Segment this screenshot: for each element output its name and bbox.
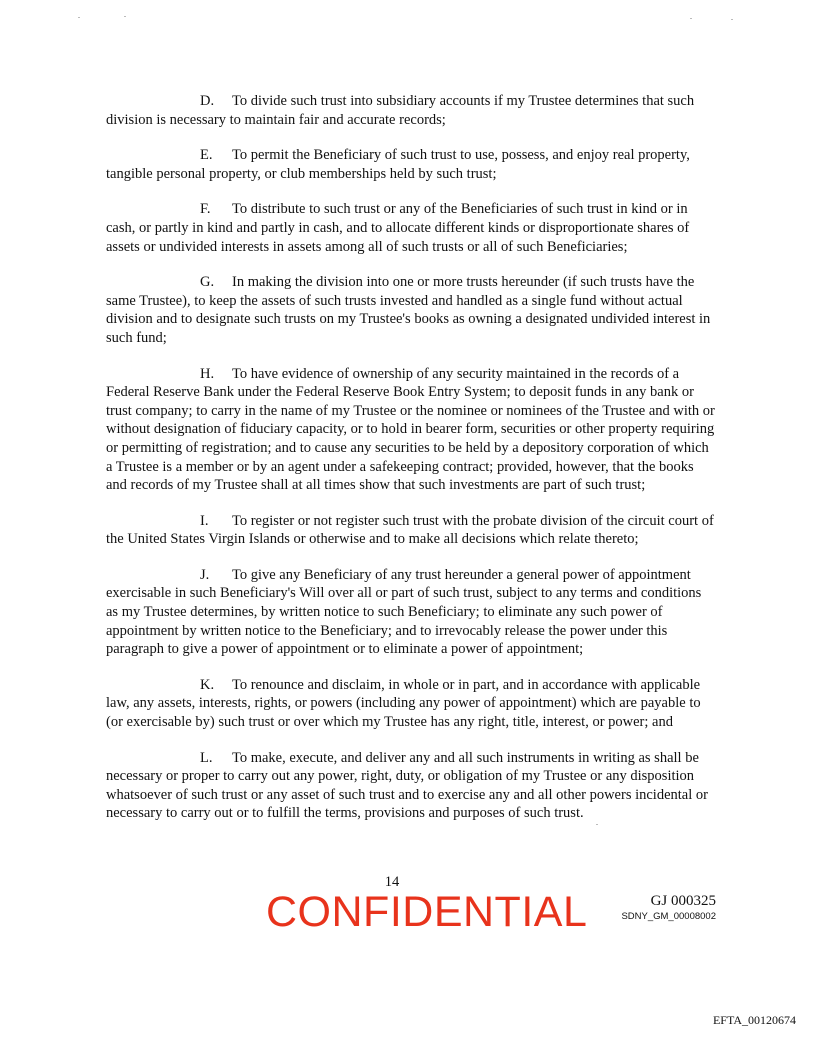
paragraph-h (106, 365, 716, 495)
paragraph-letter: E. (200, 147, 213, 164)
confidential-stamp: CONFIDENTIAL (266, 888, 588, 936)
paragraph-k (106, 676, 716, 732)
scan-speck (690, 18, 692, 19)
paragraph-letter: G. (200, 274, 215, 291)
paragraph-text: To register or not register such trust with the probate division of the circuit court of the United States Virgin Islands or otherwise and to make all decisions which relate thereto; (106, 512, 714, 548)
page-number: 14 (384, 874, 400, 890)
sdny-bates-number: SDNY_GM_00008002 (621, 911, 716, 922)
paragraph-text: To have evidence of ownership of any security maintained in the records of a Federal Reserve Bank under the Federal Reserve Book Entry System; to deposit funds in any bank or trust company; to carry in the name of my Trustee or the nominee or nominees of the Trustee and with or without designation of fiduciary capacity, or to hold in bearer form, securities or other property requiring or permitting of registration; and to cause any securities to be held by a depository corporation of which a Trustee is a member or by an agent under a safekeeping contract; provided, however, that the books and records of my Trustee shall at all times show that such investments are part of such trust; (106, 365, 715, 494)
paragraph-f (106, 200, 716, 256)
paragraph-text: To renounce and disclaim, in whole or in part, and in accordance with applicable law, any assets, interests, rights, or powers (including any power of appointment) which are payable to (or exercisable by) such trust or over which my Trustee has any right, title, interest, or power; and (106, 676, 701, 731)
paragraph-text: To permit the Beneficiary of such trust to use, possess, and enjoy real property, tangible personal property, or club memberships held by such trust; (106, 147, 690, 182)
gj-bates-number: GJ 000325 (650, 893, 716, 909)
scan-speck (124, 16, 126, 17)
paragraph-e (106, 146, 716, 183)
efta-bates-number: EFTA_00120674 (712, 1013, 796, 1027)
paragraph-l (106, 749, 716, 823)
paragraph-g (106, 273, 716, 347)
scan-speck (731, 19, 733, 20)
paragraph-j (106, 566, 716, 659)
paragraph-letter: F. (200, 201, 211, 218)
paragraph-letter: L. (200, 749, 213, 766)
paragraph-letter: H. (200, 365, 215, 382)
scan-speck (78, 17, 80, 18)
paragraph-letter: K. (200, 676, 215, 693)
paragraph-letter: D. (200, 93, 215, 109)
paragraph-text: To distribute to such trust or any of the Beneficiaries of such trust in kind or in cash, or partly in kind and partly in cash, and to allocate different kinds or disproportionate shares of assets or undivided interests in assets among all of such trusts or all of such Beneficiaries; (106, 201, 690, 255)
paragraph-text: In making the division into one or more trusts hereunder (if such trusts have the same Trustee), to keep the assets of such trusts invested and handled as a single fund without actual division and to designate such trusts on my Trustee's books as owning a designated undivided interest in such fund; (106, 274, 711, 346)
paragraph-text: To divide such trust into subsidiary accounts if my Trustee determines that such division is necessary to maintain fair and accurate records; (106, 93, 695, 128)
paragraph-text: To give any Beneficiary of any trust hereunder a general power of appointment exercisable in such Beneficiary's Will over all or part of such trust, subject to any terms and conditions as my Trustee determines, by written notice to such Beneficiary; to eliminate any such power of appointment by written notice to the Beneficiary; and to irrevocably release the power under this paragraph to give a power of appointment or to eliminate a power of appointment; (106, 566, 702, 658)
paragraph-i (106, 512, 716, 549)
paragraph-text: To make, execute, and deliver any and all such instruments in writing as shall be necessary or proper to carry out any power, right, duty, or obligation of my Trustee or any disposition whatsoever of such trust or any asset of such trust and to exercise any and all other powers incidental or necessary to carry out or to fulfill the terms, provisions and purposes of such trust. (106, 749, 708, 822)
paragraph-d (106, 92, 716, 129)
document-body (106, 92, 716, 840)
paragraph-letter: J. (200, 566, 210, 583)
paragraph-letter: I. (200, 512, 209, 529)
